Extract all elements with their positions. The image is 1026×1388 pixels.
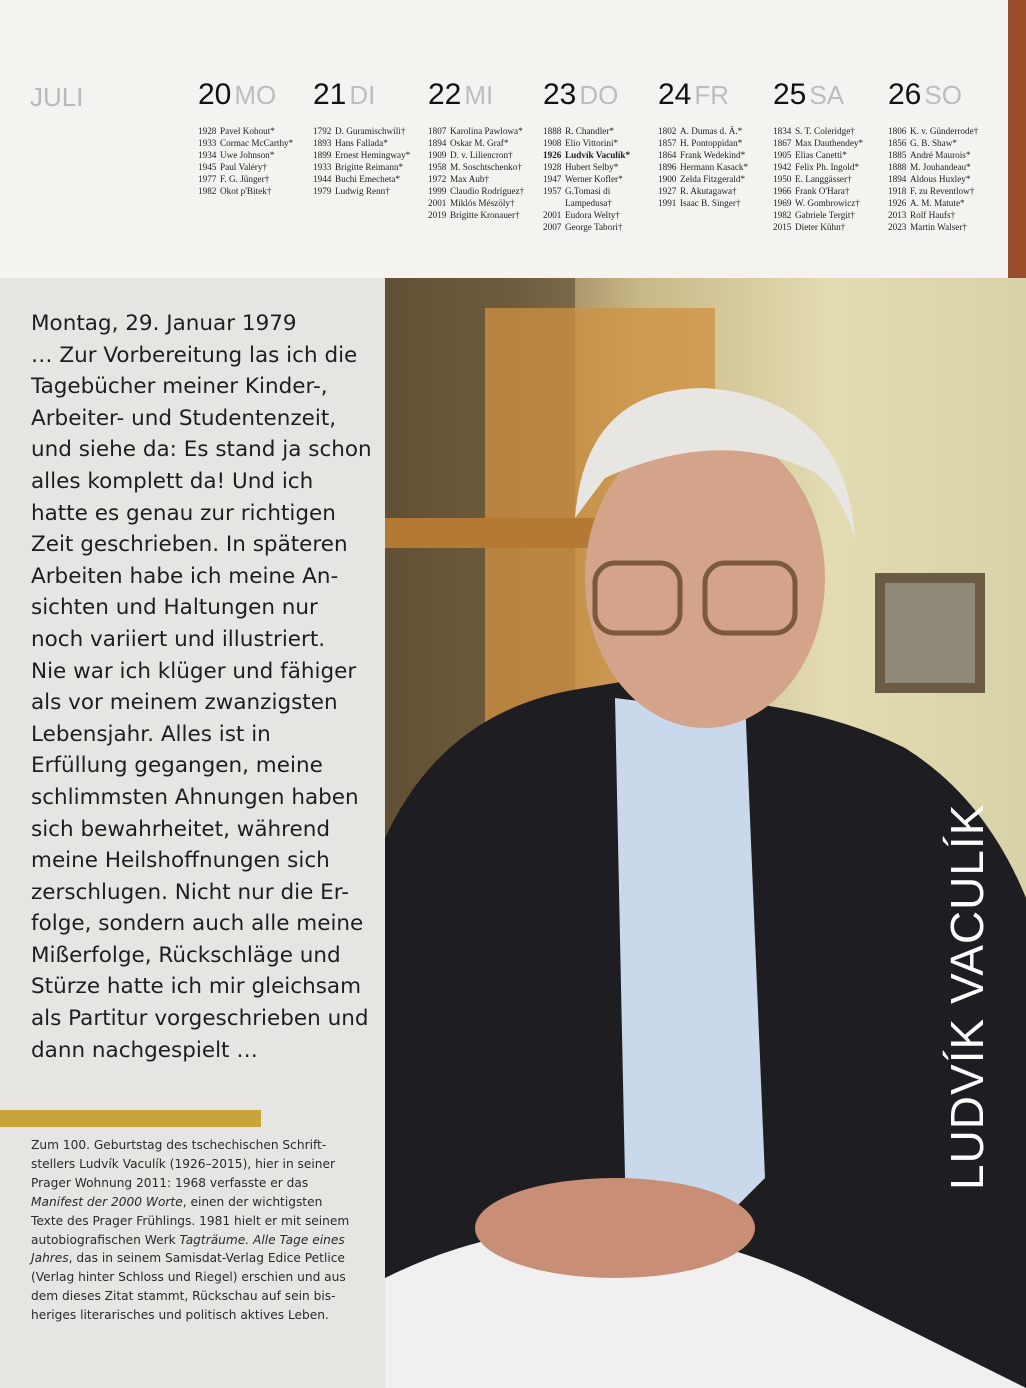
- event-item: [888, 125, 1003, 137]
- event-year: 1857: [658, 138, 677, 148]
- event-item: [543, 149, 658, 161]
- event-name: A. M. Matute*: [910, 198, 965, 208]
- day-column: [888, 78, 1003, 233]
- event-item: [428, 209, 543, 221]
- event-name: Ludwig Renn†: [335, 186, 390, 196]
- event-item: [658, 173, 773, 185]
- event-year: 1982: [773, 210, 792, 220]
- caption-line: [31, 1249, 361, 1268]
- quote-line: alles komplett da! Und ich: [31, 468, 314, 494]
- event-year: 1909: [428, 150, 447, 160]
- event-item: [313, 185, 428, 197]
- events-list: [543, 125, 658, 233]
- day-number: 22: [428, 78, 462, 111]
- event-name: M. Jouhandeau*: [910, 162, 971, 172]
- event-item: [428, 149, 543, 161]
- event-name: Max Aub†: [450, 174, 490, 184]
- event-year: 1977: [198, 174, 217, 184]
- event-name: M. Soschtschenko†: [450, 162, 522, 172]
- event-year: 1802: [658, 126, 677, 136]
- caption-line: [31, 1212, 361, 1231]
- event-item: [658, 197, 773, 209]
- month-label: JULI: [30, 82, 84, 112]
- event-name: K. v. Günderrode†: [910, 126, 979, 136]
- event-name: Hans Fallada*: [335, 138, 388, 148]
- events-list: [198, 125, 313, 197]
- event-item: [888, 185, 1003, 197]
- weekday-name: DI: [349, 80, 376, 110]
- event-item: [313, 173, 428, 185]
- event-name: Martin Walser†: [910, 222, 968, 232]
- quote-panel: [0, 278, 385, 1388]
- event-year: 1900: [658, 174, 677, 184]
- event-name: F. zu Reventlow†: [910, 186, 975, 196]
- event-year: 1894: [428, 138, 447, 148]
- event-name: Hubert Selby*: [565, 162, 619, 172]
- event-year: 1894: [888, 174, 907, 184]
- quote-line: … Zur Vorbereitung las ich die: [31, 342, 358, 368]
- event-item: [543, 125, 658, 137]
- event-year: 2001: [543, 210, 562, 220]
- weekday-name: SO: [924, 80, 962, 110]
- event-name: D. v. Liliencron†: [450, 150, 513, 160]
- day-number: 25: [773, 78, 807, 111]
- quote-line: Erfüllung gegangen, meine: [31, 753, 323, 779]
- calendar-header: [0, 0, 1008, 278]
- caption-text: (Verlag hinter Schloss und Riegel) erschien und aus: [31, 1270, 346, 1285]
- weekday-name: MO: [234, 80, 277, 110]
- weekday-name: SA: [809, 80, 845, 110]
- event-item: [658, 125, 773, 137]
- event-year: 1792: [313, 126, 332, 136]
- event-year: 1905: [773, 150, 792, 160]
- caption-line: [31, 1231, 361, 1250]
- event-year: 1926: [888, 198, 907, 208]
- quote-line: Arbeiter- und Studentenzeit,: [31, 405, 337, 431]
- event-item: [543, 197, 658, 209]
- event-year: 1982: [198, 186, 217, 196]
- quote-line: dann nachgespielt …: [31, 1037, 258, 1063]
- event-year: 2019: [428, 210, 447, 220]
- photo-caption: [31, 1136, 361, 1325]
- day-header: [313, 78, 428, 114]
- quote-line: Nie war ich klüger und fähiger: [31, 658, 357, 684]
- quote-line: als Partitur vorgeschrieben und: [31, 1006, 369, 1032]
- day-header: [198, 78, 313, 114]
- events-list: [773, 125, 888, 233]
- caption-text: , einen der wichtigsten: [182, 1194, 323, 1209]
- events-list: [313, 125, 428, 197]
- day-header: [428, 78, 543, 114]
- event-name: Zelda Fitzgerald*: [680, 174, 746, 184]
- event-year: 1950: [773, 174, 792, 184]
- event-item: [543, 173, 658, 185]
- event-item: [198, 125, 313, 137]
- event-item: [888, 197, 1003, 209]
- event-name: Okot p'Bitek†: [220, 186, 272, 196]
- event-item: [888, 173, 1003, 185]
- event-year: 1944: [313, 174, 332, 184]
- event-name: Claudio Rodríguez†: [450, 186, 525, 196]
- event-name: Werner Kofler*: [565, 174, 623, 184]
- event-year: 1972: [428, 174, 447, 184]
- day-header: [658, 78, 773, 114]
- event-name: Dieter Kühn†: [795, 222, 846, 232]
- event-name: A. Dumas d. Ä.*: [680, 126, 743, 136]
- weekday-name: MI: [464, 80, 494, 110]
- event-year: 1899: [313, 150, 332, 160]
- event-name: Aldous Huxley*: [910, 174, 971, 184]
- event-item: [198, 149, 313, 161]
- accent-strip: [1008, 0, 1026, 278]
- event-item: [543, 209, 658, 221]
- event-item: [543, 185, 658, 197]
- caption-text: , das in seinem Samisdat-Verlag Edice Petlice: [68, 1251, 345, 1266]
- weekday-name: FR: [694, 80, 730, 110]
- day-column: [313, 78, 428, 197]
- event-year: 2001: [428, 198, 447, 208]
- caption-text: dem dieses Zitat stammt, Rückschau auf sein bis-: [31, 1289, 336, 1304]
- event-name: George Tabori†: [565, 222, 623, 232]
- event-name: Elias Canetti*: [795, 150, 847, 160]
- event-name: H. Pontoppidan*: [680, 138, 743, 148]
- event-year: 2007: [543, 222, 562, 232]
- event-name: W. Gombrowicz†: [795, 198, 860, 208]
- caption-title: Jahres: [31, 1251, 69, 1266]
- event-name: Elio Vittorini*: [565, 138, 619, 148]
- event-name: G. B. Shaw*: [910, 138, 957, 148]
- event-year: 1928: [198, 126, 217, 136]
- event-item: [543, 137, 658, 149]
- event-year: 1933: [313, 162, 332, 172]
- event-item: [658, 161, 773, 173]
- event-name: Isaac B. Singer†: [680, 198, 741, 208]
- event-year: 1991: [658, 198, 677, 208]
- event-name: E. Langgässer†: [795, 174, 852, 184]
- event-item: [198, 185, 313, 197]
- event-year: 1885: [888, 150, 907, 160]
- quote-line: als vor meinem zwanzigsten: [31, 690, 338, 716]
- event-year: 1893: [313, 138, 332, 148]
- event-item: [773, 221, 888, 233]
- caption-text: autobiografischen Werk: [31, 1232, 180, 1247]
- day-number: 24: [658, 78, 692, 111]
- event-item: [773, 125, 888, 137]
- caption-text: stellers Ludvík Vaculík (1926–2015), hier in seiner: [31, 1156, 336, 1171]
- event-name: Ludvík Vaculík*: [565, 150, 631, 160]
- caption-line: [31, 1174, 361, 1193]
- event-name: Felix Ph. Ingold*: [795, 162, 860, 172]
- event-year: 1864: [658, 150, 677, 160]
- caption-text: Zum 100. Geburtstag des tschechischen Schrift-: [31, 1138, 327, 1152]
- quote-line: Tagebücher meiner Kinder-,: [31, 374, 328, 400]
- event-item: [773, 161, 888, 173]
- event-year: 1979: [313, 186, 332, 196]
- event-item: [428, 173, 543, 185]
- event-item: [773, 173, 888, 185]
- event-year: 1908: [543, 138, 562, 148]
- event-name: Oskar M. Graf*: [450, 138, 509, 148]
- caption-title: Tagträume. Alle Tage eines: [179, 1232, 345, 1247]
- event-name: Cormac McCarthy*: [220, 138, 294, 148]
- quote-line: zerschlugen. Nicht nur die Er-: [31, 879, 349, 905]
- event-item: [658, 137, 773, 149]
- quote-line: meine Heilshoffnungen sich: [31, 848, 330, 874]
- caption-line: [31, 1287, 361, 1306]
- event-name: F. G. Jünger†: [220, 174, 270, 184]
- event-year: 1888: [888, 162, 907, 172]
- event-name: Pavel Kohout*: [220, 126, 275, 136]
- event-item: [658, 149, 773, 161]
- event-name: Frank O'Hara†: [795, 186, 850, 196]
- day-column: [198, 78, 313, 197]
- event-year: 1933: [198, 138, 217, 148]
- day-column: [543, 78, 658, 233]
- event-name: Uwe Johnson*: [220, 150, 275, 160]
- quote-line: Arbeiten habe ich meine An-: [31, 563, 339, 589]
- caption-line: [31, 1136, 361, 1155]
- event-name: Karolina Pawlowa*: [450, 126, 523, 136]
- event-name: Max Dauthendey*: [795, 138, 864, 148]
- quote-line: Stürze hatte ich mir gleichsam: [31, 974, 362, 1000]
- event-year: 1947: [543, 174, 562, 184]
- caption-line: [31, 1193, 361, 1212]
- event-year: 1958: [428, 162, 447, 172]
- quote-line: Zeit geschrieben. In späteren: [31, 532, 348, 558]
- portrait-photo: [385, 278, 1026, 1388]
- event-item: [198, 173, 313, 185]
- quote-line: Lebensjahr. Alles ist in: [31, 721, 271, 747]
- event-item: [313, 149, 428, 161]
- day-number: 20: [198, 78, 232, 111]
- day-header: [773, 78, 888, 114]
- event-name: R. Akutagawa†: [680, 186, 737, 196]
- event-name: Gabriele Tergit†: [795, 210, 855, 220]
- caption-title: Manifest der 2000 Worte: [31, 1194, 183, 1209]
- quote-line: Mißerfolge, Rückschläge und: [31, 942, 341, 968]
- quote-line: sichten und Haltungen nur: [31, 595, 318, 621]
- event-item: [428, 197, 543, 209]
- event-name: G.Tomasi di: [565, 186, 611, 196]
- event-item: [198, 137, 313, 149]
- event-name: S. T. Coleridge†: [795, 126, 855, 136]
- event-year: 1888: [543, 126, 562, 136]
- day-column: [773, 78, 888, 233]
- day-number: 26: [888, 78, 922, 111]
- event-year: 2015: [773, 222, 792, 232]
- event-item: [773, 137, 888, 149]
- day-number: 21: [313, 78, 347, 111]
- event-year: 1969: [773, 198, 792, 208]
- event-name: Brigitte Kronauer†: [450, 210, 520, 220]
- quote-line: hatte es genau zur richtigen: [31, 500, 336, 526]
- portrait-name: LUDVÍK VACULÍK: [941, 803, 993, 1190]
- event-item: [428, 137, 543, 149]
- event-year: 2013: [888, 210, 907, 220]
- portrait-illustration: [385, 278, 1026, 1388]
- event-name: Hermann Kasack*: [680, 162, 749, 172]
- event-year: 1999: [428, 186, 447, 196]
- quote-line: schlimmsten Ahnungen haben: [31, 784, 359, 810]
- event-year: 1806: [888, 126, 907, 136]
- events-list: [888, 125, 1003, 233]
- event-item: [428, 185, 543, 197]
- event-item: [428, 125, 543, 137]
- quote-line: noch variiert und illustriert.: [31, 626, 326, 652]
- event-name: Eudora Welty†: [565, 210, 620, 220]
- day-number: 23: [543, 78, 577, 111]
- event-item: [773, 185, 888, 197]
- event-item: [543, 221, 658, 233]
- event-item: [773, 197, 888, 209]
- quote-line: und siehe da: Es stand ja schon: [31, 437, 372, 463]
- event-item: [658, 185, 773, 197]
- event-item: [313, 137, 428, 149]
- event-item: [543, 161, 658, 173]
- caption-text: Texte des Prager Frühlings. 1981 hielt er mit seinem: [31, 1213, 350, 1228]
- event-name: Frank Wedekind*: [680, 150, 746, 160]
- event-year: 1867: [773, 138, 792, 148]
- event-year: 1966: [773, 186, 792, 196]
- day-header: [888, 78, 1003, 114]
- events-list: [658, 125, 773, 209]
- event-year: 1928: [543, 162, 562, 172]
- event-item: [773, 209, 888, 221]
- quote-line: folge, sondern auch alle meine: [31, 911, 364, 937]
- event-name: Lampedusa†: [565, 198, 612, 208]
- day-column: [428, 78, 543, 221]
- event-name: André Maurois*: [910, 150, 971, 160]
- weekday-name: DO: [579, 80, 619, 110]
- gold-divider: [0, 1110, 261, 1127]
- event-year: 1807: [428, 126, 447, 136]
- event-name: Miklós Mészöly†: [450, 198, 515, 208]
- event-item: [888, 137, 1003, 149]
- event-item: [773, 149, 888, 161]
- event-year: 1934: [198, 150, 217, 160]
- event-name: D. Guramischwili†: [335, 126, 406, 136]
- caption-text: Prager Wohnung 2011: 1968 verfasste er das: [31, 1175, 309, 1190]
- event-item: [888, 161, 1003, 173]
- event-year: 1896: [658, 162, 677, 172]
- event-name: Ernest Hemingway*: [335, 150, 411, 160]
- caption-line: [31, 1268, 361, 1287]
- event-year: [543, 197, 565, 209]
- event-item: [313, 125, 428, 137]
- caption-line: [31, 1306, 361, 1325]
- event-year: 1945: [198, 162, 217, 172]
- day-column: [658, 78, 773, 209]
- event-year: 1942: [773, 162, 792, 172]
- caption-line: [31, 1155, 361, 1174]
- event-name: Rolf Haufs†: [910, 210, 956, 220]
- event-item: [198, 161, 313, 173]
- event-item: [428, 161, 543, 173]
- event-year: 2023: [888, 222, 907, 232]
- event-name: Brigitte Reimann*: [335, 162, 404, 172]
- day-header: [543, 78, 658, 114]
- caption-text: heriges literarisches und politisch aktives Leben.: [31, 1308, 329, 1323]
- event-name: Buchi Emecheta*: [335, 174, 401, 184]
- event-year: 1926: [543, 150, 562, 160]
- event-year: 1918: [888, 186, 907, 196]
- event-year: 1834: [773, 126, 792, 136]
- quote-line: sich bewahrheitet, während: [31, 816, 331, 842]
- event-item: [888, 221, 1003, 233]
- event-year: 1927: [658, 186, 677, 196]
- event-item: [888, 209, 1003, 221]
- event-year: 1856: [888, 138, 907, 148]
- event-name: Paul Valéry†: [220, 162, 268, 172]
- event-year: 1957: [543, 186, 562, 196]
- diary-quote: [31, 308, 376, 1066]
- events-list: [428, 125, 543, 221]
- quote-line: Montag, 29. Januar 1979: [31, 311, 297, 336]
- event-item: [888, 149, 1003, 161]
- event-name: R. Chandler*: [565, 126, 614, 136]
- event-item: [313, 161, 428, 173]
